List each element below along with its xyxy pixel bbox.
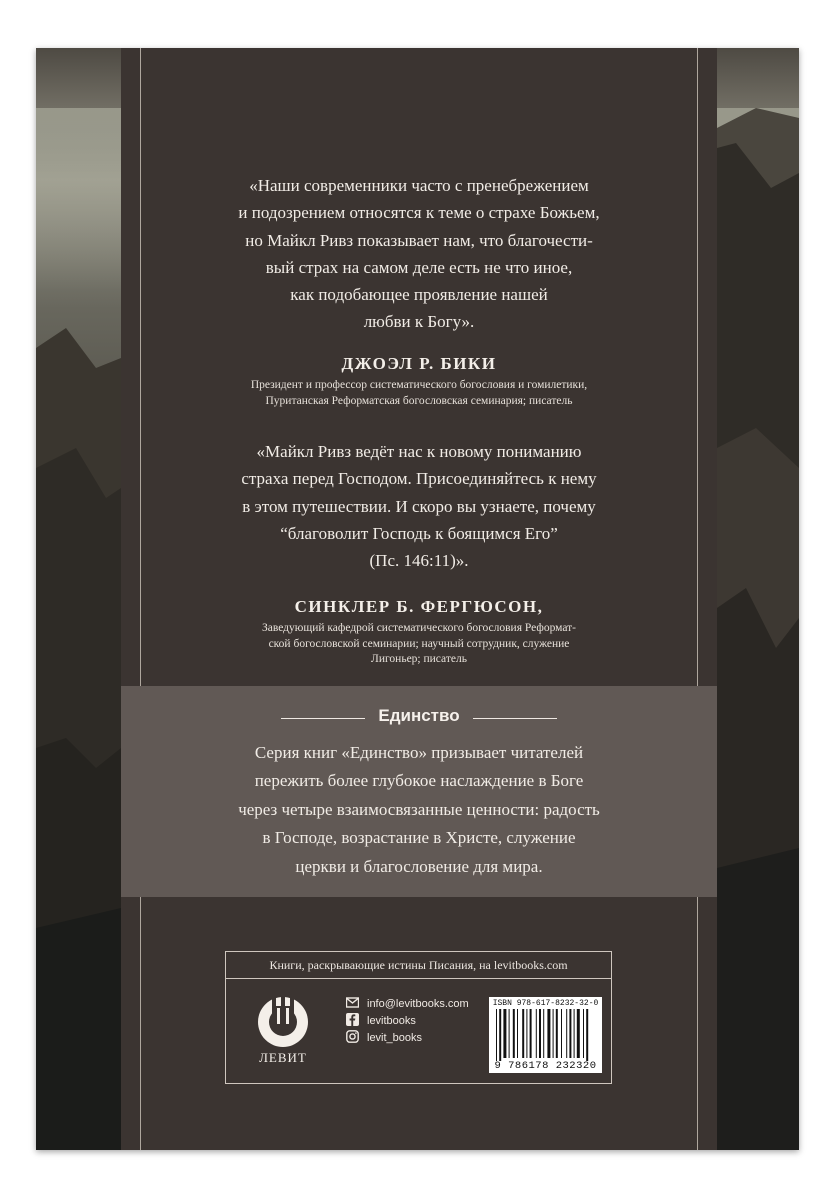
quote-line: “благоволит Господь к боящимся Его” <box>280 523 558 543</box>
affiliation-line: Президент и профессор систематического богословия и гомилетики, <box>250 379 588 391</box>
affiliation-line: Пуританская Реформатская богословская семинария; писатель <box>265 394 573 407</box>
quote-line: «Майкл Ривз ведёт нас к новому пониманию <box>256 442 582 461</box>
facebook-icon <box>346 1013 359 1026</box>
publisher-logo <box>248 992 318 1072</box>
publisher-footer <box>225 951 612 1084</box>
barcode-digits: 9 786178 232320 <box>494 1060 597 1072</box>
text-panel <box>121 48 717 1150</box>
series-band <box>121 686 717 897</box>
affiliation-line: ской богословской семинарии; научный сотрудник, служение <box>268 637 570 650</box>
quote-beeke <box>121 172 717 336</box>
quote-line: страха перед Господом. Присоединяйтесь к нему <box>241 469 597 489</box>
isbn-text: ISBN 978-617-8232-32-0 <box>492 999 599 1008</box>
footer-tagline: Книги, раскрывающие истины Писания, на levitbooks.com <box>226 952 611 979</box>
quote-line: вый страх на самом деле есть не что иное, <box>265 257 573 277</box>
book-back-cover <box>36 48 799 1150</box>
author-affiliation-ferguson <box>121 621 717 668</box>
email-text: info@levitbooks.com <box>367 998 469 1010</box>
contact-instagram[interactable] <box>346 1030 422 1046</box>
series-title: Единство <box>378 706 460 725</box>
quote-line: как подобающее проявление нашей <box>290 285 548 305</box>
author-affiliation-beeke <box>121 378 717 409</box>
quote-line: но Майкл Ривз показывает нам, что благочести- <box>245 230 593 250</box>
contact-email[interactable] <box>346 996 469 1012</box>
affiliation-line: Заведующий кафедрой систематического богословия Реформат- <box>261 622 576 634</box>
contact-facebook[interactable] <box>346 1013 416 1029</box>
quote-line: любви к Богу». <box>363 312 475 332</box>
quote-line: (Пс. 146:11)». <box>369 551 469 571</box>
facebook-text: levitbooks <box>367 1015 416 1027</box>
quote-line: и подозрением относятся к теме о страхе Божьем, <box>238 203 600 223</box>
series-line: Серия книг «Единство» призывает читателей <box>254 743 584 762</box>
instagram-icon <box>346 1030 359 1043</box>
quote-author-ferguson: СИНКЛЕР Б. ФЕРГЮСОН, <box>294 597 544 616</box>
publisher-name: ЛЕВИТ <box>259 1050 307 1065</box>
heading-rule-right <box>473 718 557 719</box>
instagram-text: levit_books <box>367 1032 423 1044</box>
series-line: церкви и благословение для мира. <box>295 856 543 876</box>
isbn-barcode <box>489 997 602 1073</box>
series-description <box>121 739 717 881</box>
levit-logo-icon <box>248 992 318 1050</box>
mail-icon <box>346 996 359 1009</box>
quote-ferguson <box>121 438 717 574</box>
series-line: пережить более глубокое наслаждение в Боге <box>254 771 584 791</box>
series-line: в Господе, возрастание в Христе, служение <box>262 828 576 848</box>
series-line: через четыре взаимосвязанные ценности: радость <box>238 799 600 819</box>
quote-author-beeke: ДЖОЭЛ Р. БИКИ <box>341 354 497 373</box>
quote-line: в этом путешествии. И скоро вы узнаете, почему <box>242 496 596 516</box>
affiliation-line: Лигоньер; писатель <box>371 653 467 665</box>
series-heading <box>121 706 717 730</box>
quote-line: «Наши современники часто с пренебрежением <box>249 176 589 195</box>
